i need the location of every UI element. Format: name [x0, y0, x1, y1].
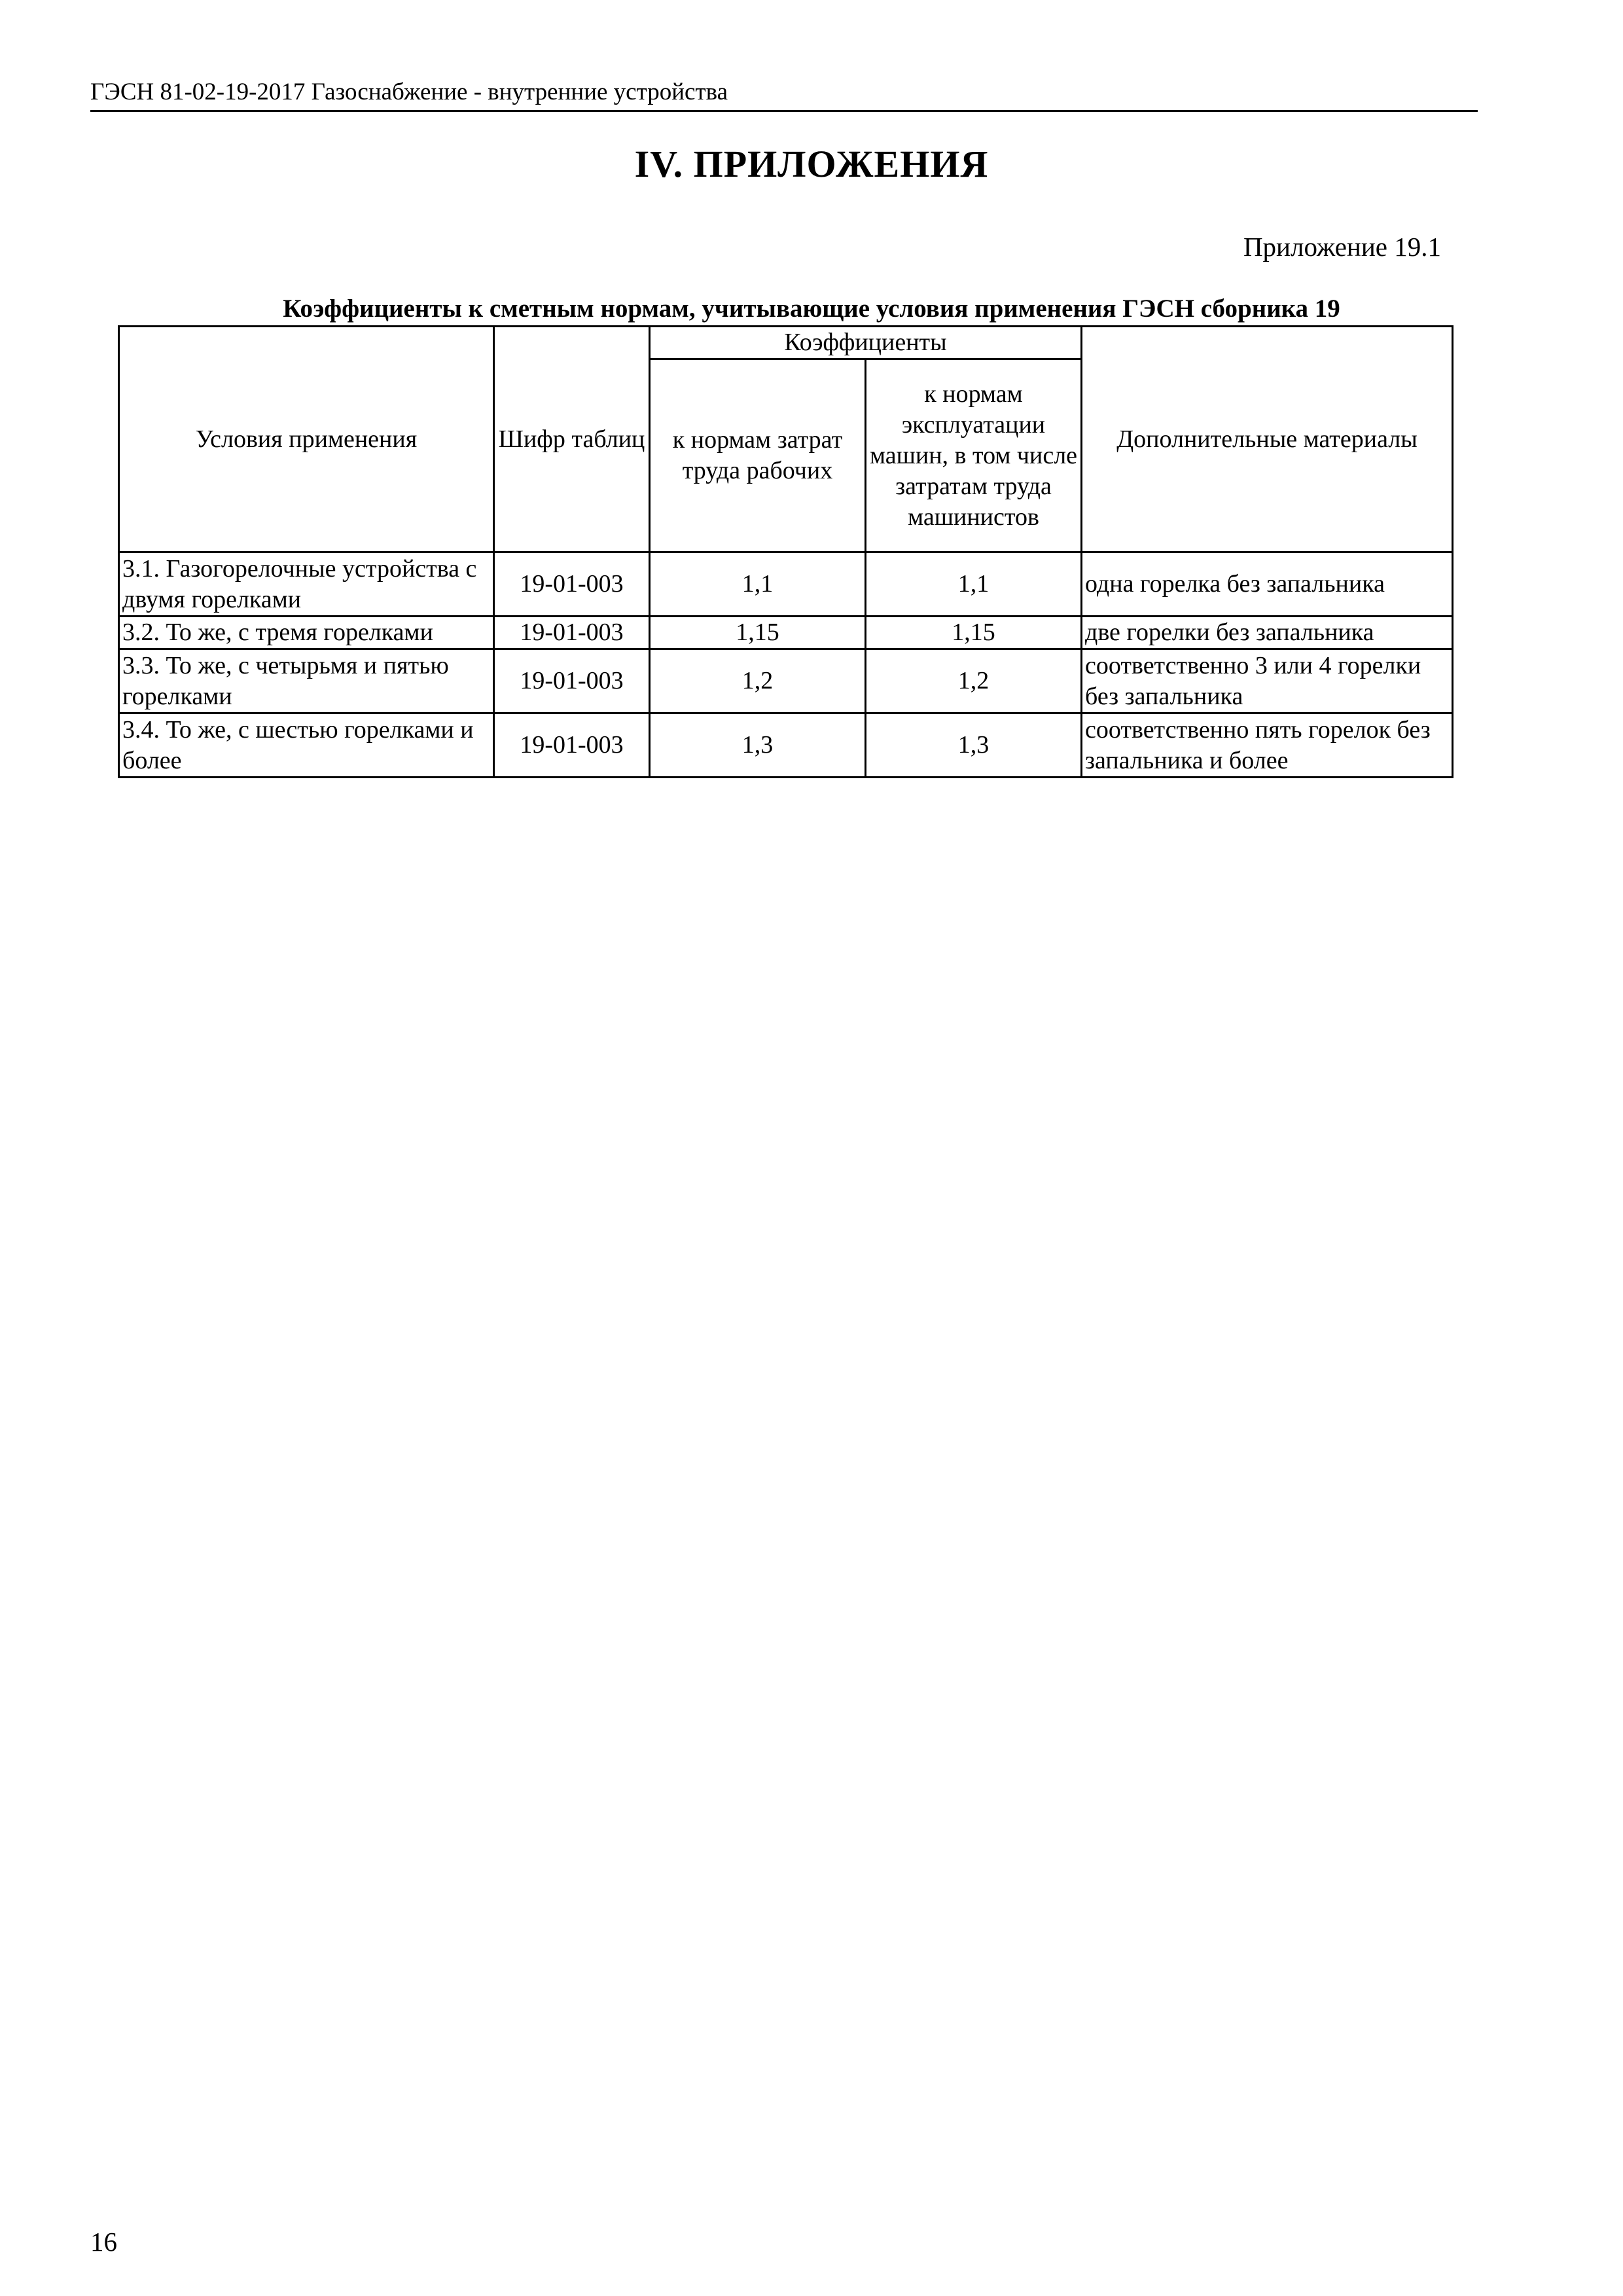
row-labor-coef: 1,3: [650, 713, 866, 778]
coefficients-table: [118, 325, 1454, 778]
row-labor-coef: 1,2: [650, 649, 866, 713]
header-materials: Дополнительные материалы: [1082, 327, 1453, 552]
row-materials: соответственно пять горелок без запальника и более: [1082, 713, 1453, 778]
row-condition: 3.4. То же, с шестью горелками и более: [119, 713, 494, 778]
row-condition: 3.1. Газогорелочные устройства с двумя горелками: [119, 552, 494, 617]
row-machines-coef: 1,15: [866, 617, 1082, 649]
table-row: [119, 713, 1453, 778]
row-labor-coef: 1,1: [650, 552, 866, 617]
row-code: 19-01-003: [494, 713, 650, 778]
row-materials: две горелки без запальника: [1082, 617, 1453, 649]
row-code: 19-01-003: [494, 649, 650, 713]
row-code: 19-01-003: [494, 617, 650, 649]
appendix-label: Приложение 19.1: [1243, 232, 1441, 262]
header-labor: к нормам затрат труда рабочих: [650, 359, 866, 552]
header-coefficients: Коэффициенты: [650, 327, 1082, 359]
header-conditions: Условия применения: [119, 327, 494, 552]
running-header: [90, 77, 1478, 112]
row-machines-coef: 1,1: [866, 552, 1082, 617]
running-header-title: ГЭСН 81-02-19-2017 Газоснабжение - внутренние устройства: [90, 79, 728, 105]
row-machines-coef: 1,2: [866, 649, 1082, 713]
row-materials: соответственно 3 или 4 горелки без запальника: [1082, 649, 1453, 713]
row-materials: одна горелка без запальника: [1082, 552, 1453, 617]
section-title: IV. ПРИЛОЖЕНИЯ: [634, 143, 989, 185]
header-machines: к нормам эксплуатации машин, в том числе затратам труда машинистов: [866, 359, 1082, 552]
row-machines-coef: 1,3: [866, 713, 1082, 778]
table-row: [119, 552, 1453, 617]
row-condition: 3.3. То же, с четырьмя и пятью горелками: [119, 649, 494, 713]
page-number: 16: [90, 2227, 117, 2257]
row-condition: 3.2. То же, с тремя горелками: [119, 617, 494, 649]
row-code: 19-01-003: [494, 552, 650, 617]
table-row: [119, 617, 1453, 649]
header-code: Шифр таблиц: [494, 327, 650, 552]
table-row: [119, 649, 1453, 713]
table-caption: Коэффициенты к сметным нормам, учитывающие условия применения ГЭСН сборника 19: [283, 295, 1340, 323]
row-labor-coef: 1,15: [650, 617, 866, 649]
